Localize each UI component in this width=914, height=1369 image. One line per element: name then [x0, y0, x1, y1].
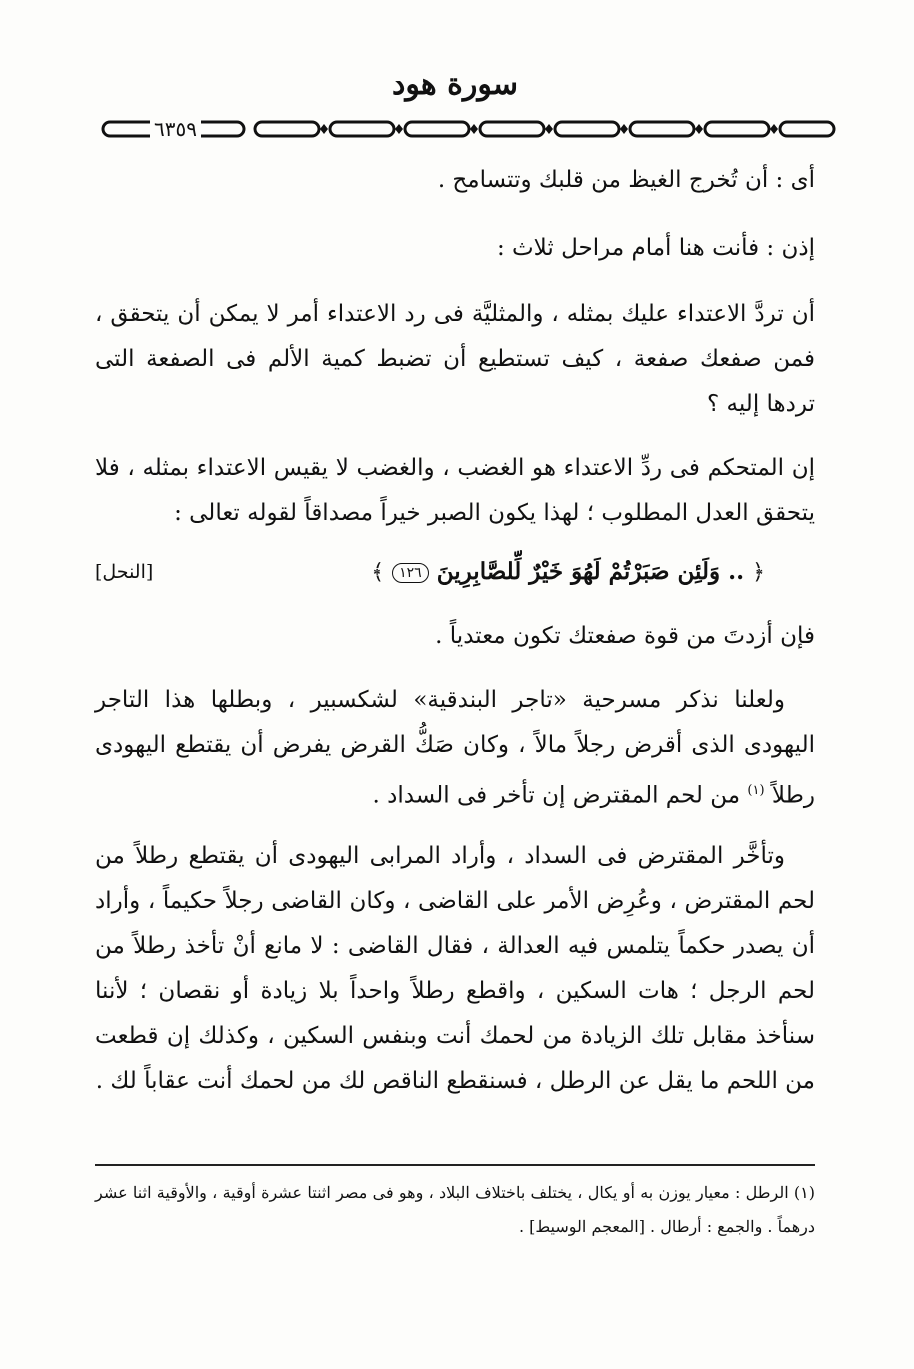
ornament-band [95, 116, 842, 142]
shakespeare-text-end: من لحم المقترض إن تأخر فى السداد . [372, 782, 741, 809]
paragraph-judge: وتأخَّر المقترض فى السداد ، وأراد المرابى اليهودى أن يقتطع رطلاً من لحم المقترض ، وعُرِض الأمر على القاضى ، وكان القاضى رجلاً حكيماً ، وأراد أن يصدر حكماً يتلمس فيه العدالة ، فقال القاضى : لا مانع أنْ تأخذ رطلاً من لحم الرجل ؛ هات السكين ، واقطع رطلاً واحداً بلا زيادة أو نقصان ؛ لأننا سنأخذ مقابل تلك الزيادة من لحمك أنت وبنفس السكين ، وكذلك إن قطعت من اللحم ما يقل عن الرطل ، فسنقطع الناقص لك من لحمك أنت عقاباً لك . [95, 843, 815, 1094]
footnote-marker[interactable]: (١) [747, 783, 765, 798]
footnote-divider [95, 1164, 815, 1166]
paragraph-anger: إن المتحكم فى ردِّ الاعتداء هو الغضب ، والغضب لا يقيس الاعتداء بمثله ، فلا يتحقق العدل المطلوب ؛ لهذا يكون الصبر خيراً مصداقاً لقوله تعالى : [95, 455, 815, 526]
paragraph-forgive: أى : أن تُخرج الغيظ من قلبك وتتسامح . [437, 167, 815, 193]
quran-verse [371, 548, 765, 597]
ayah-number: ١٢٦ [392, 563, 429, 583]
page-number: ٦٣٥٩ [150, 116, 201, 142]
verse-text: .. وَلَئِن صَبَرْتُمْ لَهُوَ خَيْرٌ لِّلصَّابِرِينَ [436, 558, 745, 585]
verse-source: [النحل] [95, 561, 154, 583]
verse-close-bracket: ﴾ [371, 560, 385, 585]
paragraph-three-stages: إذن : فأنت هنا أمام مراحل ثلاث : [496, 235, 815, 261]
verse-open-bracket: ﴿ [752, 560, 765, 585]
quran-verse-row [95, 548, 815, 596]
paragraph-aggressor: فإن أزدتَ من قوة صفعتك تكون معتدياً . [435, 623, 815, 649]
shakespeare-text: ولعلنا نذكر مسرحية «تاجر البندقية» لشكسبير ، وبطلها هذا التاجر اليهودى الذى أقرض رجلاً مالاً ، وكان صَكُّ القرض يفرض أن يقتطع اليهودى رطلاً [95, 687, 815, 809]
footnote-text: (١) الرطل : معيار يوزن به أو يكال ، يختلف باختلاف البلاد ، وهو فى مصر اثنتا عشرة أوقية ، والأوقية اثنا عشر درهماً . والجمع : أرطال . [المعجم الوسيط] . [95, 1183, 815, 1236]
paragraph-shakespeare [95, 678, 815, 819]
paragraph-retaliation: أن تردَّ الاعتداء عليك بمثله ، والمثليَّة فى رد الاعتداء أمر لا يمكن أن يتحقق ، فمن صفعك صفعة ، كيف تستطيع أن تضبط كمية الألم فى الصفعة التى تردها إليه ؟ [95, 301, 815, 417]
surah-title: سورة هود [392, 67, 518, 102]
